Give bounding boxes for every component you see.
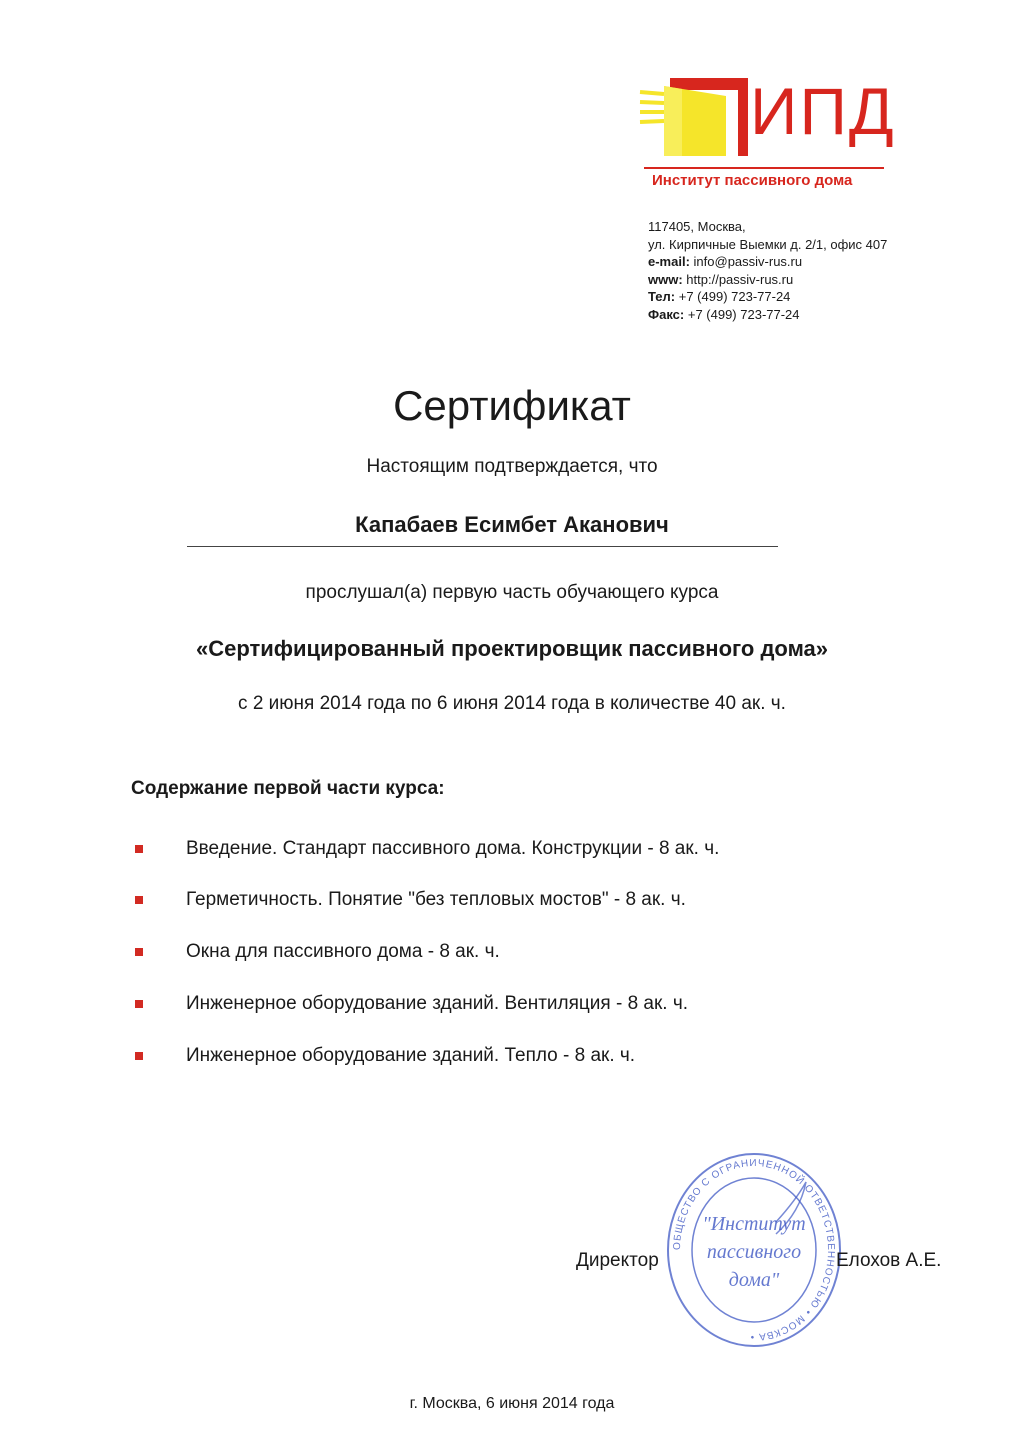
bullet-square-icon (135, 896, 143, 904)
www-label: www: (648, 271, 683, 287)
address-street: ул. Кирпичные Выемки д. 2/1, офис 407 (648, 236, 888, 252)
course-period: с 2 июня 2014 года по 6 июня 2014 года в количестве 40 ак. ч. (238, 693, 786, 714)
issue-date-place: г. Москва, 6 июня 2014 года (409, 1395, 615, 1412)
list-item-text: Инженерное оборудование зданий. Вентиляция - 8 ак. ч. (186, 993, 689, 1014)
bullet-square-icon (135, 1052, 143, 1060)
logo-divider (644, 167, 884, 169)
bullet-square-icon (135, 845, 143, 853)
list-item-text: Инженерное оборудование зданий. Тепло - 8 ак. ч. (186, 1045, 636, 1066)
stamp-text-line1: "Институт (702, 1213, 806, 1235)
name-underline (187, 546, 778, 547)
logo-subtitle: Институт пассивного дома (652, 172, 853, 189)
contents-heading: Содержание первой части курса: (131, 778, 445, 799)
signer-position: Директор (576, 1250, 659, 1271)
stamp-ring-text: ОБЩЕСТВО С ОГРАНИЧЕННОЙ ОТВЕТСТВЕННОСТЬЮ • МОСКВА • (671, 1157, 837, 1343)
contact-address-block (648, 218, 948, 323)
email-value: info@passiv-rus.ru (693, 254, 803, 269)
phone-value: +7 (499) 723-77-24 (678, 289, 791, 304)
completion-text: прослушал(а) первую часть обучающего курса (305, 582, 719, 603)
signer-name: Елохов А.Е. (836, 1250, 942, 1271)
confirmation-text: Настоящим подтверждается, что (366, 456, 658, 477)
course-title: «Сертифицированный проектировщик пассивного дома» (195, 636, 829, 661)
building-logo-icon (638, 72, 758, 168)
list-item-text: Герметичность. Понятие "без тепловых мостов" - 8 ак. ч. (186, 889, 686, 910)
email-label: e-mail: (648, 254, 690, 269)
www-value: http://passiv-rus.ru (686, 271, 794, 287)
phone-line (648, 288, 948, 306)
recipient-name: Капабаев Есимбет Аканович (355, 512, 669, 537)
logo-wordmark: ИПД (750, 74, 896, 148)
address-zip-city: 117405, Москва, (648, 219, 746, 234)
phone-label: Тел: (648, 289, 676, 304)
fax-value: +7 (499) 723-77-24 (687, 306, 800, 322)
www-line (648, 271, 948, 289)
fax-line (648, 306, 948, 324)
bullet-square-icon (135, 1000, 143, 1008)
certificate-title: Сертификат (393, 382, 631, 429)
list-item-text: Введение. Стандарт пассивного дома. Конструкции - 8 ак. ч. (186, 838, 720, 859)
institute-stamp (664, 1150, 844, 1350)
fax-label: Факс: (648, 306, 685, 322)
bullet-square-icon (135, 948, 143, 956)
institute-logo (638, 72, 896, 192)
stamp-text-line2: пассивного (706, 1241, 802, 1263)
stamp-text-line3: дома" (728, 1269, 780, 1291)
email-line (648, 253, 948, 271)
list-item-text: Окна для пассивного дома - 8 ак. ч. (186, 941, 500, 962)
